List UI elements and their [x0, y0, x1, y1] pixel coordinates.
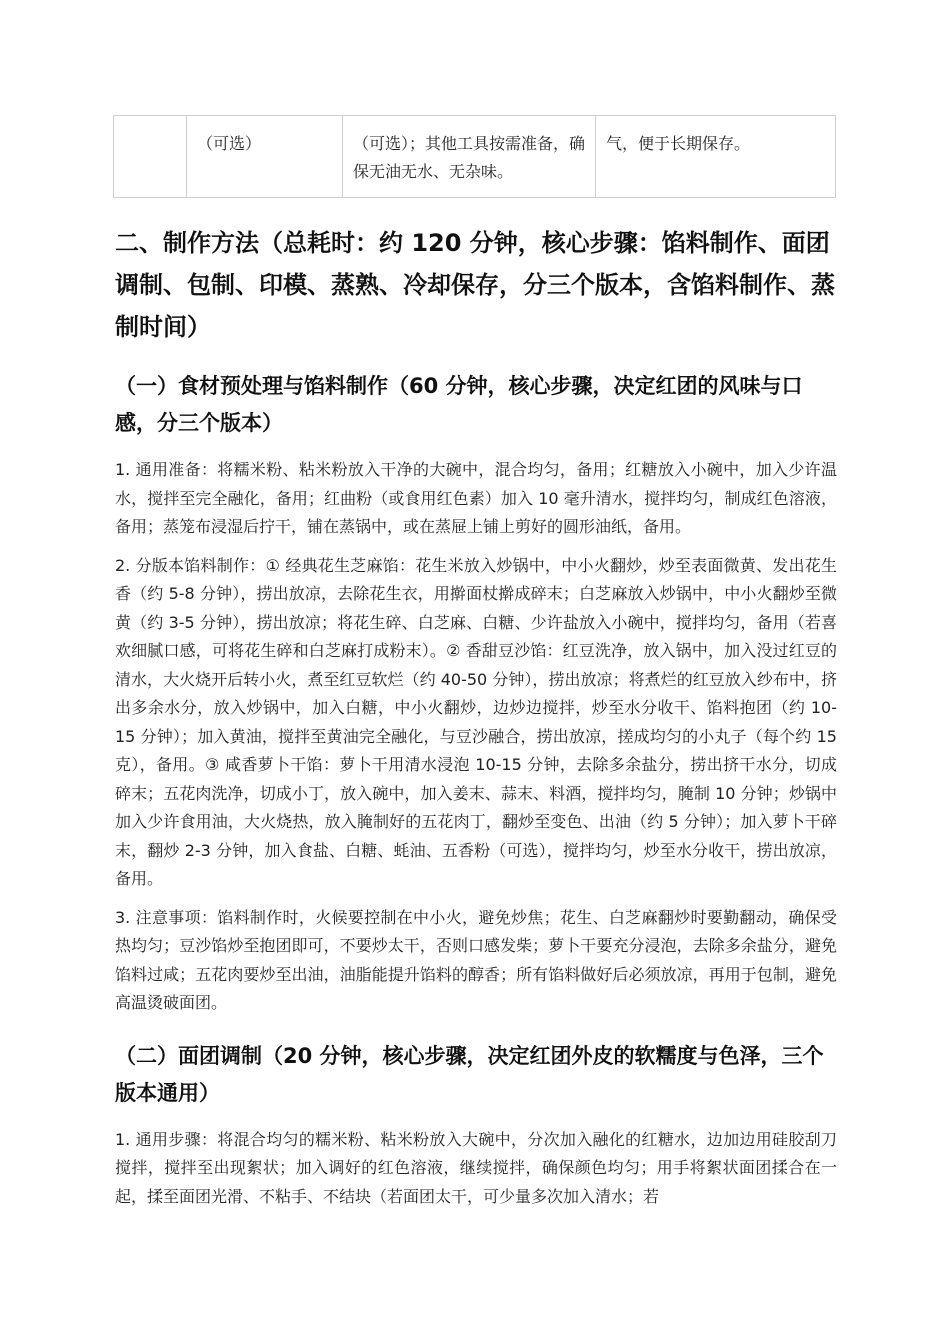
paragraph: 2. 分版本馅料制作：① 经典花生芝麻馅：花生米放入炒锅中，中小火翻炒，炒至表面微黄、发出花生香（约 5-8 分钟），捞出放凉，去除花生衣，用擀面杖擀成碎末；白芝麻放入炒锅中，中小火翻炒至微黄（约 3-5 分钟），捞出放凉；将花生碎、白芝麻、白糖、少许盐放入小碗中，搅拌均匀，备用（若喜欢细腻口感，可将花生碎和白芝麻打成粉末）。② 香甜豆沙馅：红豆洗净，放入锅中，加入没过红豆的清水，大火烧开后转小火，煮至红豆软烂（约 40-50 分钟），捞出放凉；将煮烂的红豆放入纱布中，挤出多余水分，放入炒锅中，加入白糖，中小火翻炒，边炒边搅拌，炒至水分收干、馅料抱团（约 10-15 分钟）；加入黄油，搅拌至黄油完全融化，与豆沙融合，捞出放凉，搓成均匀的小丸子（每个约 15 克），备用。③ 咸香萝卜干馅：萝卜干用清水浸泡 10-15 分钟，去除多余盐分，捞出挤干水分，切成碎末；五花肉洗净，切成小丁，放入碗中，加入姜末、蒜末、料酒，搅拌均匀，腌制 10 分钟；炒锅中加入少许食用油，大火烧热，放入腌制好的五花肉丁，翻炒至变色、出油（约 5 分钟）；加入萝卜干碎末，翻炒 2-3 分钟，加入食盐、白糖、蚝油、五香粉（可选），搅拌均匀，炒至水分收干，捞出放凉，备用。 — [115, 555, 837, 888]
table-cell: （可选）；其他工具按需准备，确保无油无水、无杂味。 — [343, 116, 596, 198]
main-content — [115, 222, 837, 1211]
materials-table-fragment — [113, 115, 836, 198]
paragraph: 1. 通用准备：将糯米粉、粘米粉放入干净的大碗中，混合均匀，备用；红糖放入小碗中，加入少许温水，搅拌至完全融化，备用；红曲粉（或食用红色素）加入 10 毫升清水，搅拌均匀，制成红色溶液，备用；蒸笼布浸湿后拧干，铺在蒸锅中，或在蒸屉上铺上剪好的圆形油纸，备用。 — [115, 460, 837, 536]
paragraph: 3. 注意事项：馅料制作时，火候要控制在中小火，避免炒焦；花生、白芝麻翻炒时要勤翻动，确保受热均匀；豆沙馅炒至抱团即可，不要炒太干，否则口感发柴；萝卜干要充分浸泡，去除多余盐分，避免馅料过咸；五花肉要炒至出油，油脂能提升馅料的醇香；所有馅料做好后必须放凉，再用于包制，避免高温烫破面团。 — [115, 907, 837, 1012]
table-cell: （可选） — [187, 116, 343, 198]
table-cell: 气，便于长期保存。 — [596, 116, 836, 198]
subsection-heading: （二）面团调制（20 分钟，核心步骤，决定红团外皮的软糯度与色泽，三个版本通用） — [115, 1043, 824, 1105]
subsection-heading: （一）食材预处理与馅料制作（60 分钟，核心步骤，决定红团的风味与口感，分三个版本） — [115, 374, 803, 435]
paragraph: 1. 通用步骤：将混合均匀的糯米粉、粘米粉放入大碗中，分次加入融化的红糖水，边加边用硅胶刮刀搅拌，搅拌至出现絮状；加入调好的红色溶液，继续搅拌，确保颜色均匀；用手将絮状面团揉合在一起，揉至面团光滑、不粘手、不结块（若面团太干，可少量多次加入清水；若 — [115, 1129, 837, 1206]
section-heading: 二、制作方法（总耗时：约 120 分钟，核心步骤：馅料制作、面团调制、包制、印模、蒸熟、冷却保存，分三个版本，含馅料制作、蒸制时间） — [115, 229, 835, 341]
table-cell — [114, 116, 187, 198]
table-row — [114, 116, 836, 198]
